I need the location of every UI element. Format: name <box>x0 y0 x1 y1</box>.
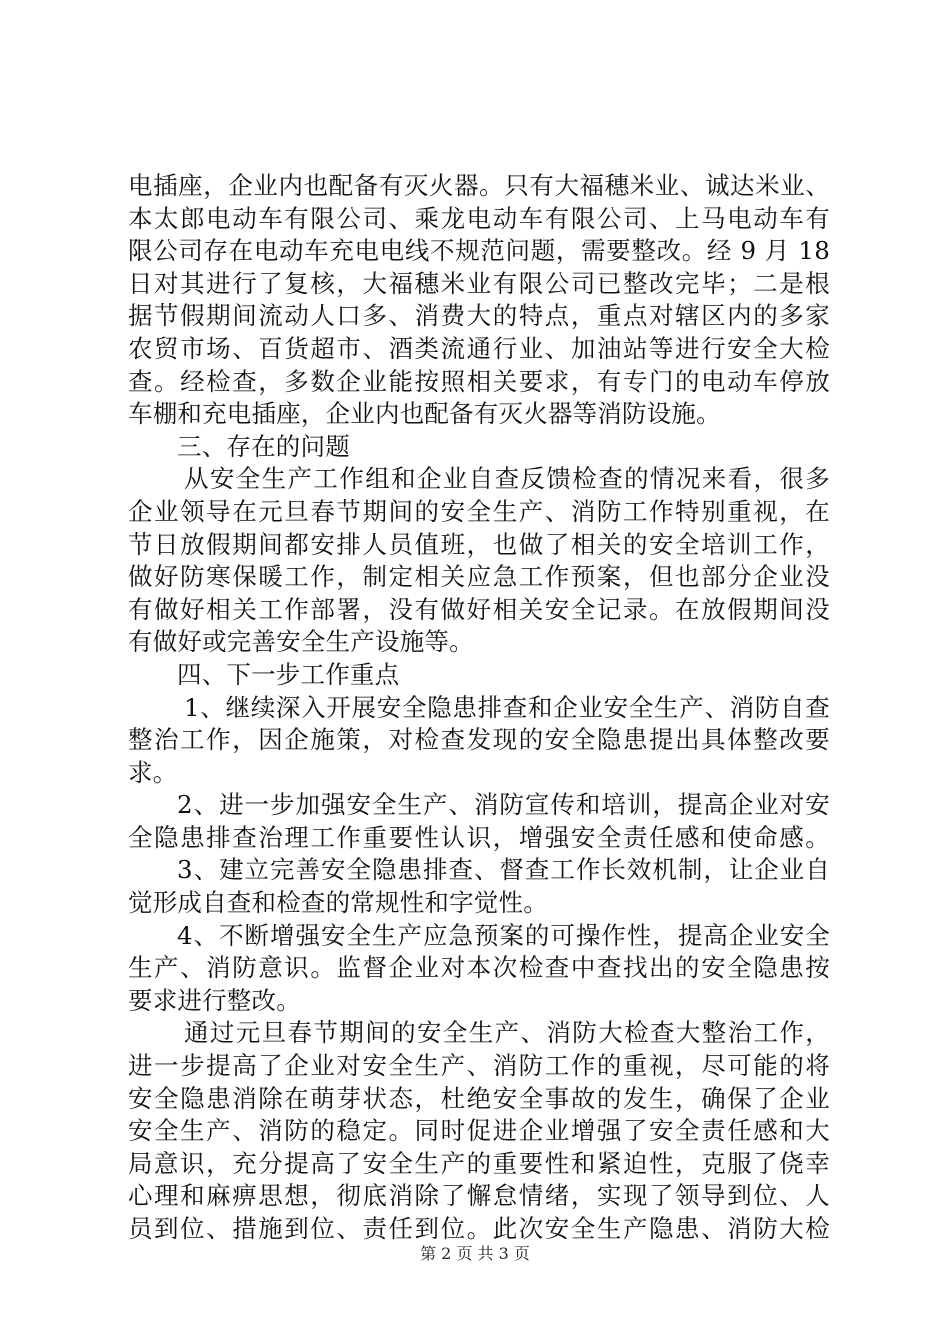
document-body <box>128 170 830 1246</box>
text-line: 生产、消防意识。监督企业对本次检查中查找出的安全隐患按 <box>128 953 830 983</box>
text-line: 本太郎电动车有限公司、乘龙电动车有限公司、上马电动车有 <box>128 203 830 233</box>
text-line: 心理和麻痹思想，彻底消除了懈怠情绪，实现了领导到位、人 <box>128 1181 830 1211</box>
text-line: 进一步提高了企业对安全生产、消防工作的重视，尽可能的将 <box>128 1051 830 1081</box>
list-item: 1、继续深入开展安全隐患排查和企业安全生产、消防自查 <box>184 692 830 722</box>
page-number: 第 2 页 共 3 页 <box>420 1244 530 1263</box>
text-line: 局意识，充分提高了安全生产的重要性和紧迫性，克服了侥幸 <box>128 1148 830 1178</box>
text-line: 有做好或完善安全生产设施等。 <box>128 627 474 657</box>
text-line: 通过元旦春节期间的安全生产、消防大检查大整治工作， <box>184 1018 830 1048</box>
section-heading: 三、存在的问题 <box>177 431 350 461</box>
text-line: 要求进行整改。 <box>128 985 301 1015</box>
text-line: 日对其进行了复核，大福穗米业有限公司已整改完毕；二是根 <box>128 268 830 298</box>
text-line: 车棚和充电插座，企业内也配备有灭火器等消防设施。 <box>128 399 721 429</box>
list-item: 4、不断增强安全生产应急预案的可操作性，提高企业安全 <box>177 920 830 950</box>
text-line: 员到位、措施到位、责任到位。此次安全生产隐患、消防大检 <box>128 1214 830 1243</box>
text-line: 整治工作，因企施策，对检查发现的安全隐患提出具体整改要 <box>128 725 830 755</box>
text-line: 据节假期间流动人口多、消费大的特点，重点对辖区内的多家 <box>128 301 830 331</box>
text-line: 觉形成自查和检查的常规性和字觉性。 <box>128 888 548 918</box>
section-heading: 四、下一步工作重点 <box>177 659 400 689</box>
text-line: 求。 <box>128 757 178 787</box>
text-line: 查。经检查，多数企业能按照相关要求，有专门的电动车停放 <box>128 366 830 396</box>
text-line: 农贸市场、百货超市、酒类流通行业、加油站等进行安全大检 <box>128 333 830 363</box>
text-line: 电插座，企业内也配备有灭火器。只有大福穗米业、诚达米业、 <box>128 171 830 200</box>
text-line: 限公司存在电动车充电电线不规范问题，需要整改。经 9 月 18 <box>128 236 830 266</box>
list-item: 3、建立完善安全隐患排查、督查工作长效机制，让企业自 <box>177 855 830 885</box>
text-line: 节日放假期间都安排人员值班，也做了相关的安全培训工作， <box>128 529 830 559</box>
text-line: 安全生产、消防的稳定。同时促进企业增强了安全责任感和大 <box>128 1116 830 1146</box>
list-item: 2、进一步加强安全生产、消防宣传和培训，提高企业对安 <box>177 790 830 820</box>
text-line: 做好防寒保暖工作，制定相关应急工作预案，但也部分企业没 <box>128 562 830 592</box>
text-line: 全隐患排查治理工作重要性认识，增强安全责任感和使命感。 <box>128 822 830 852</box>
text-line: 安全隐患消除在萌芽状态，杜绝安全事故的发生，确保了企业 <box>128 1083 830 1113</box>
text-line: 有做好相关工作部署，没有做好相关安全记录。在放假期间没 <box>128 594 830 624</box>
text-line: 企业领导在元旦春节期间的安全生产、消防工作特别重视，在 <box>128 496 830 526</box>
text-line: 从安全生产工作组和企业自查反馈检查的情况来看，很多 <box>184 464 830 494</box>
